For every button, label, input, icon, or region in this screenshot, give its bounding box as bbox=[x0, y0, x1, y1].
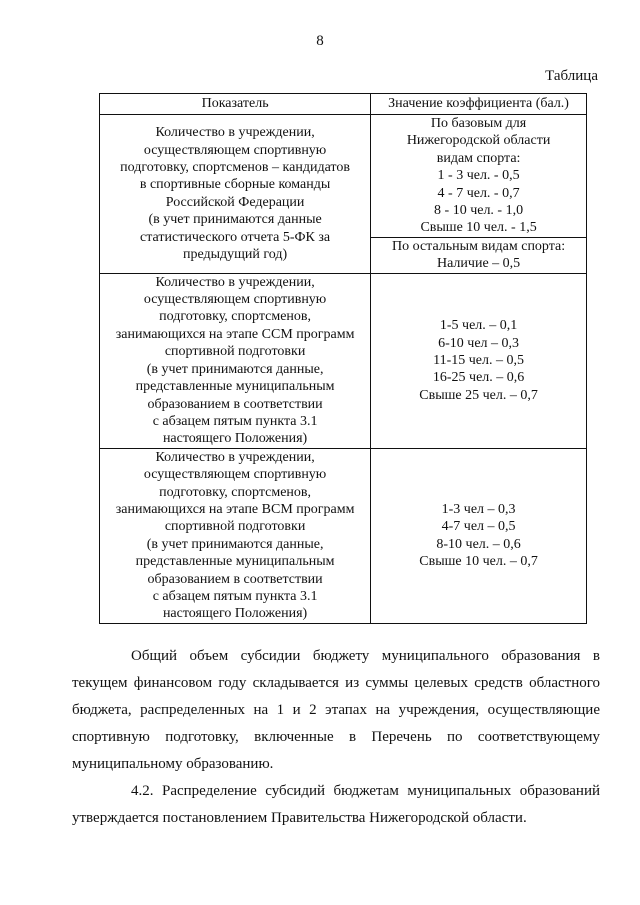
cell-line: 6-10 чел – 0,3 bbox=[438, 335, 520, 351]
header-indicator: Показатель bbox=[100, 94, 371, 115]
cell-line: 16-25 чел. – 0,6 bbox=[432, 370, 525, 386]
cell-line: осуществляющем спортивную bbox=[143, 142, 327, 158]
cell-line: представленные муниципальным bbox=[135, 379, 335, 395]
cell-line: осуществляющем спортивную bbox=[143, 467, 327, 483]
cell-line: 4-7 чел – 0,5 bbox=[441, 519, 516, 535]
cell-line: Свыше 10 чел. - 1,5 bbox=[420, 220, 537, 236]
header-coefficient-value: Значение коэффициента (бал.) bbox=[371, 94, 587, 115]
cell-line: 1-5 чел. – 0,1 bbox=[439, 318, 518, 334]
cell-line: 8-10 чел. – 0,6 bbox=[436, 536, 521, 552]
paragraph: Общий объем субсидии бюджету муниципального образования в текущем финансовом году складывается из суммы целевых средств областного бюджета, распределенных на 1 и 2 этапах на учреждения, осуществляющие спортивную подготовку, включенные в Перечень по соответствующему муниципальному образованию. bbox=[72, 648, 600, 772]
table-row bbox=[100, 273, 587, 448]
value-cell-base-sports bbox=[371, 115, 587, 238]
cell-line: Свыше 10 чел. – 0,7 bbox=[419, 554, 538, 570]
cell-line: Свыше 25 чел. – 0,7 bbox=[419, 387, 538, 403]
cell-line: подготовку, спортсменов, bbox=[159, 484, 312, 500]
table-header-row bbox=[100, 94, 587, 115]
cell-line: (в учет принимаются данные bbox=[148, 212, 322, 228]
cell-line: предыдущий год) bbox=[182, 247, 288, 263]
coefficient-table bbox=[99, 93, 587, 624]
cell-line: (в учет принимаются данные, bbox=[146, 361, 324, 377]
cell-line: (в учет принимаются данные, bbox=[146, 536, 324, 552]
cell-line: образованием в соответствии bbox=[147, 396, 323, 412]
page-number: 8 bbox=[316, 33, 324, 49]
cell-line: 4 - 7 чел. - 0,7 bbox=[437, 185, 520, 201]
cell-line: с абзацем пятым пункта 3.1 bbox=[152, 588, 318, 604]
table-row bbox=[100, 448, 587, 623]
cell-line: Количество в учреждении, bbox=[155, 449, 315, 465]
indicator-cell bbox=[100, 273, 371, 448]
table-row bbox=[100, 115, 587, 238]
cell-line: образованием в соответствии bbox=[147, 571, 323, 587]
cell-line: статистического отчета 5-ФК за bbox=[140, 229, 331, 245]
cell-line: спортивной подготовки bbox=[164, 344, 306, 360]
cell-line: видам спорта: bbox=[436, 150, 521, 166]
cell-line: 11-15 чел. – 0,5 bbox=[433, 352, 525, 368]
cell-line: подготовку, спортсменов, bbox=[159, 309, 312, 325]
cell-line: настоящего Положения) bbox=[162, 606, 308, 622]
cell-line: Наличие – 0,5 bbox=[436, 256, 521, 272]
cell-line: осуществляющем спортивную bbox=[143, 292, 327, 308]
paragraph: 4.2. Распределение субсидий бюджетам муниципальных образований утверждается постановлением Правительства Нижегородской области. bbox=[72, 783, 600, 826]
indicator-cell bbox=[100, 115, 371, 274]
value-cell bbox=[371, 273, 587, 448]
body-text bbox=[72, 643, 600, 832]
cell-line: Нижегородской области bbox=[406, 133, 551, 149]
cell-line: Количество в учреждении, bbox=[155, 125, 315, 141]
cell-line: настоящего Положения) bbox=[162, 431, 308, 447]
cell-line: представленные муниципальным bbox=[135, 554, 335, 570]
table-caption: Таблица bbox=[545, 68, 598, 84]
cell-line: в спортивные сборные команды bbox=[139, 177, 331, 193]
value-cell bbox=[371, 448, 587, 623]
cell-line: с абзацем пятым пункта 3.1 bbox=[152, 413, 318, 429]
cell-line: занимающихся на этапе ВСМ программ bbox=[115, 501, 355, 517]
cell-line: 1-3 чел – 0,3 bbox=[441, 501, 516, 517]
cell-line: 8 - 10 чел. - 1,0 bbox=[434, 203, 524, 219]
value-cell-other-sports bbox=[371, 237, 587, 273]
indicator-cell bbox=[100, 448, 371, 623]
cell-line: спортивной подготовки bbox=[164, 519, 306, 535]
cell-line: Количество в учреждении, bbox=[155, 274, 315, 290]
cell-line: По базовым для bbox=[430, 116, 527, 131]
cell-line: По остальным видам спорта: bbox=[392, 238, 566, 254]
cell-line: подготовку, спортсменов – кандидатов bbox=[120, 160, 350, 176]
cell-line: занимающихся на этапе ССМ программ bbox=[115, 326, 355, 342]
cell-line: 1 - 3 чел. - 0,5 bbox=[437, 168, 520, 184]
cell-line: Российской Федерации bbox=[165, 194, 305, 210]
